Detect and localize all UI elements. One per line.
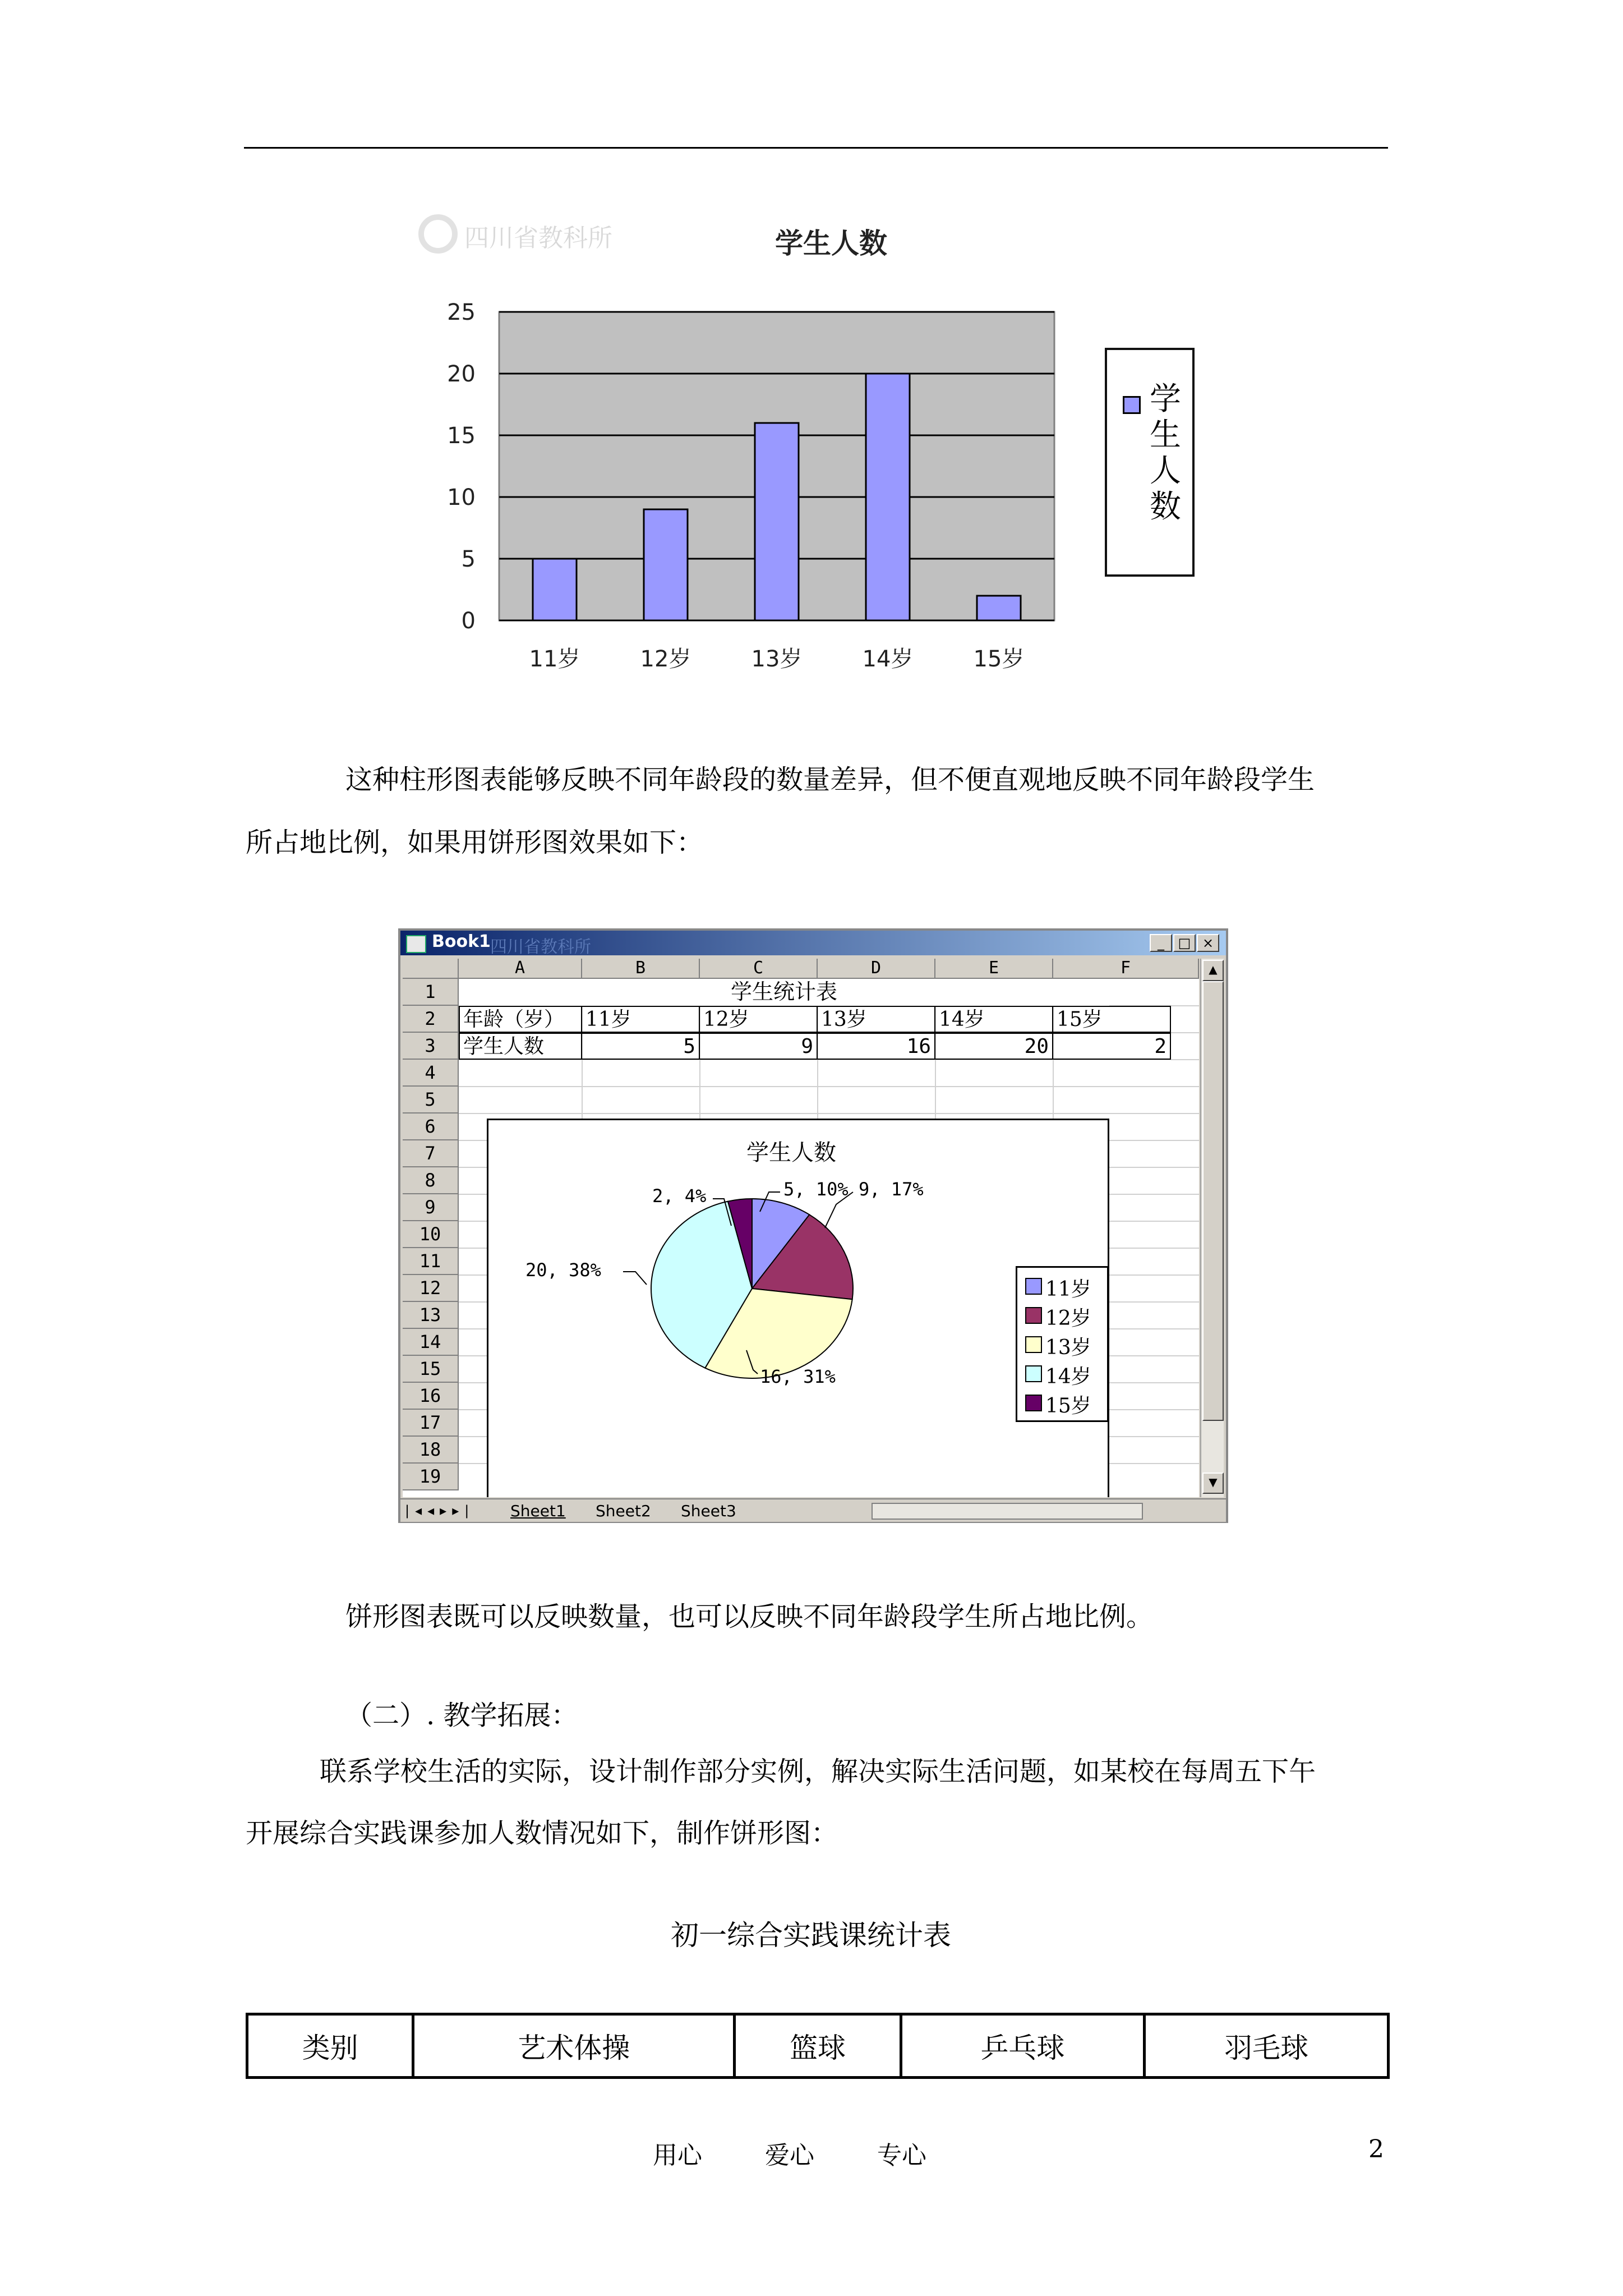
paragraph-2: 饼形图表既可以反映数量，也可以反映不同年龄段学生所占地比例。 (345, 1601, 1154, 1632)
legend-swatch (1025, 1395, 1042, 1411)
table-title-cell[interactable]: 学生统计表 (459, 979, 1109, 1006)
legend-label: 11岁 (1045, 1278, 1091, 1301)
page-number: 2 (1368, 2135, 1384, 2164)
sheet-tab-1[interactable]: Sheet1 (510, 1502, 566, 1520)
cell-b2[interactable]: 11岁 (582, 1006, 700, 1033)
close-button[interactable]: × (1197, 934, 1219, 952)
spreadsheet-grid[interactable] (403, 959, 1199, 1497)
row-header[interactable]: 12 (403, 1275, 459, 1302)
legend-label: 12岁 (1045, 1307, 1091, 1330)
pie-label-11: 5, 10% (783, 1179, 849, 1200)
scroll-up-icon[interactable]: ▲ (1202, 960, 1224, 981)
bar (977, 596, 1021, 620)
maximize-button[interactable]: □ (1173, 934, 1196, 952)
column-header-f[interactable]: F (1053, 959, 1199, 979)
cell-d3[interactable]: 16 (818, 1033, 935, 1060)
bar (755, 423, 799, 620)
legend-swatch (1025, 1365, 1042, 1382)
legend-swatch (1025, 1278, 1042, 1295)
legend-swatch (1025, 1336, 1042, 1353)
row-header[interactable]: 4 (403, 1060, 459, 1087)
pie-svg (488, 1120, 1108, 1497)
minimize-button[interactable]: _ (1150, 934, 1172, 952)
y-tick-label: 5 (461, 546, 476, 572)
row-header[interactable]: 5 (403, 1087, 459, 1114)
header-rule (244, 147, 1388, 149)
excel-app-icon (406, 935, 426, 953)
bar-chart-svg (393, 202, 1223, 696)
y-tick-label: 20 (447, 361, 476, 387)
row-header[interactable]: 11 (403, 1248, 459, 1275)
paragraph-1-line-2: 所占地比例，如果用饼形图效果如下： (246, 827, 704, 858)
cell-b3[interactable]: 5 (582, 1033, 700, 1060)
excel-window (398, 928, 1228, 1523)
legend-label: 14岁 (1045, 1365, 1091, 1388)
excel-watermark: 四川省教科所 (490, 937, 591, 957)
sheet-tab-bar (400, 1498, 1226, 1522)
row-header[interactable]: 2 (403, 1006, 459, 1033)
paragraph-3-line-2: 开展综合实践课参加人数情况如下，制作饼形图： (246, 1818, 838, 1849)
legend-swatch (1123, 396, 1141, 414)
table-caption: 初一综合实践课统计表 (671, 1919, 951, 1952)
y-tick-label: 10 (447, 485, 476, 510)
y-tick-label: 0 (461, 608, 476, 634)
paragraph-3-line-1: 联系学校生活的实际，设计制作部分实例，解决实际生活问题，如某校在每周五下午 (320, 1756, 1316, 1787)
legend-swatch (1025, 1307, 1042, 1324)
row-header[interactable]: 10 (403, 1221, 459, 1248)
cell-a2[interactable]: 年龄（岁） (459, 1006, 582, 1033)
row-header[interactable]: 15 (403, 1356, 459, 1383)
scroll-thumb[interactable] (1202, 981, 1224, 1421)
sheet-nav-arrows-icon[interactable]: |◂◂▸▸| (405, 1503, 475, 1519)
row-header[interactable]: 3 (403, 1033, 459, 1060)
pie-label-13: 16, 31% (760, 1366, 836, 1387)
vertical-scrollbar[interactable] (1200, 959, 1224, 1497)
row-header[interactable]: 1 (403, 979, 459, 1006)
horizontal-scrollbar[interactable] (872, 1503, 1143, 1520)
cell-f2[interactable]: 15岁 (1053, 1006, 1171, 1033)
cell-c2[interactable]: 12岁 (700, 1006, 818, 1033)
column-header-b[interactable]: B (582, 959, 700, 979)
table-cell: 乒乓球 (901, 2014, 1145, 2078)
pie-legend (1016, 1266, 1109, 1422)
bar (644, 509, 688, 620)
x-tick-label: 13岁 (751, 646, 803, 672)
row-header[interactable]: 13 (403, 1302, 459, 1329)
cell-a3[interactable]: 学生人数 (459, 1033, 582, 1060)
table-cell: 篮球 (735, 2014, 901, 2078)
table-cell: 类别 (247, 2014, 413, 2078)
excel-titlebar (400, 931, 1226, 955)
section-heading: （二）. 教学拓展： (345, 1700, 578, 1731)
pie-chart-title: 学生人数 (746, 1140, 836, 1166)
x-tick-label: 12岁 (640, 646, 691, 672)
cell-d2[interactable]: 13岁 (818, 1006, 935, 1033)
footer-motto-2: 爱心 (765, 2141, 814, 2170)
pie-label-14: 20, 38% (525, 1259, 601, 1281)
row-header[interactable]: 19 (403, 1464, 459, 1490)
cell-c3[interactable]: 9 (700, 1033, 818, 1060)
cell-e3[interactable]: 20 (935, 1033, 1053, 1060)
column-header-a[interactable]: A (459, 959, 582, 979)
pie-label-15: 2, 4% (652, 1185, 707, 1207)
y-tick-label: 15 (447, 423, 476, 449)
scroll-down-icon[interactable]: ▼ (1202, 1473, 1224, 1494)
legend-label: 学 生 人 数 (1150, 381, 1181, 525)
corner-header[interactable] (403, 959, 459, 979)
x-tick-label: 15岁 (973, 646, 1025, 672)
column-header-e[interactable]: E (935, 959, 1053, 979)
cell-f3[interactable]: 2 (1053, 1033, 1171, 1060)
x-tick-label: 11岁 (529, 646, 580, 672)
row-header[interactable]: 17 (403, 1410, 459, 1437)
stats-table (246, 2013, 1390, 2079)
bar (533, 559, 577, 620)
bar-chart-title: 学生人数 (775, 227, 887, 260)
table-cell: 羽毛球 (1145, 2014, 1389, 2078)
sheet-tab-3[interactable]: Sheet3 (681, 1502, 736, 1520)
table-row (247, 2014, 1389, 2078)
row-header[interactable]: 6 (403, 1114, 459, 1140)
watermark-text: 四川省教科所 (464, 224, 612, 252)
pie-chart[interactable] (487, 1119, 1109, 1497)
column-header-c[interactable]: C (700, 959, 818, 979)
y-tick-label: 25 (447, 300, 476, 325)
sheet-tab-2[interactable]: Sheet2 (596, 1502, 651, 1520)
bar-legend (1105, 348, 1195, 577)
table-cell: 艺术体操 (413, 2014, 735, 2078)
pie-label-12: 9, 17% (859, 1179, 924, 1200)
column-header-d[interactable]: D (818, 959, 935, 979)
row-header[interactable]: 7 (403, 1140, 459, 1167)
row-header[interactable]: 8 (403, 1167, 459, 1194)
row-header[interactable]: 18 (403, 1437, 459, 1464)
footer-motto-1: 用心 (653, 2141, 702, 2170)
x-tick-label: 14岁 (862, 646, 914, 672)
bar-chart (393, 202, 1223, 696)
row-header[interactable]: 9 (403, 1194, 459, 1221)
row-header[interactable]: 16 (403, 1383, 459, 1410)
bar (866, 374, 910, 620)
excel-title: Book1 (432, 932, 491, 951)
cell-e2[interactable]: 14岁 (935, 1006, 1053, 1033)
legend-label: 13岁 (1045, 1336, 1091, 1359)
footer-motto-3: 专心 (877, 2141, 926, 2170)
paragraph-1-line-1: 这种柱形图表能够反映不同年龄段的数量差异，但不便直观地反映不同年龄段学生 (345, 764, 1315, 795)
row-header[interactable]: 14 (403, 1329, 459, 1356)
legend-label: 15岁 (1045, 1395, 1091, 1418)
